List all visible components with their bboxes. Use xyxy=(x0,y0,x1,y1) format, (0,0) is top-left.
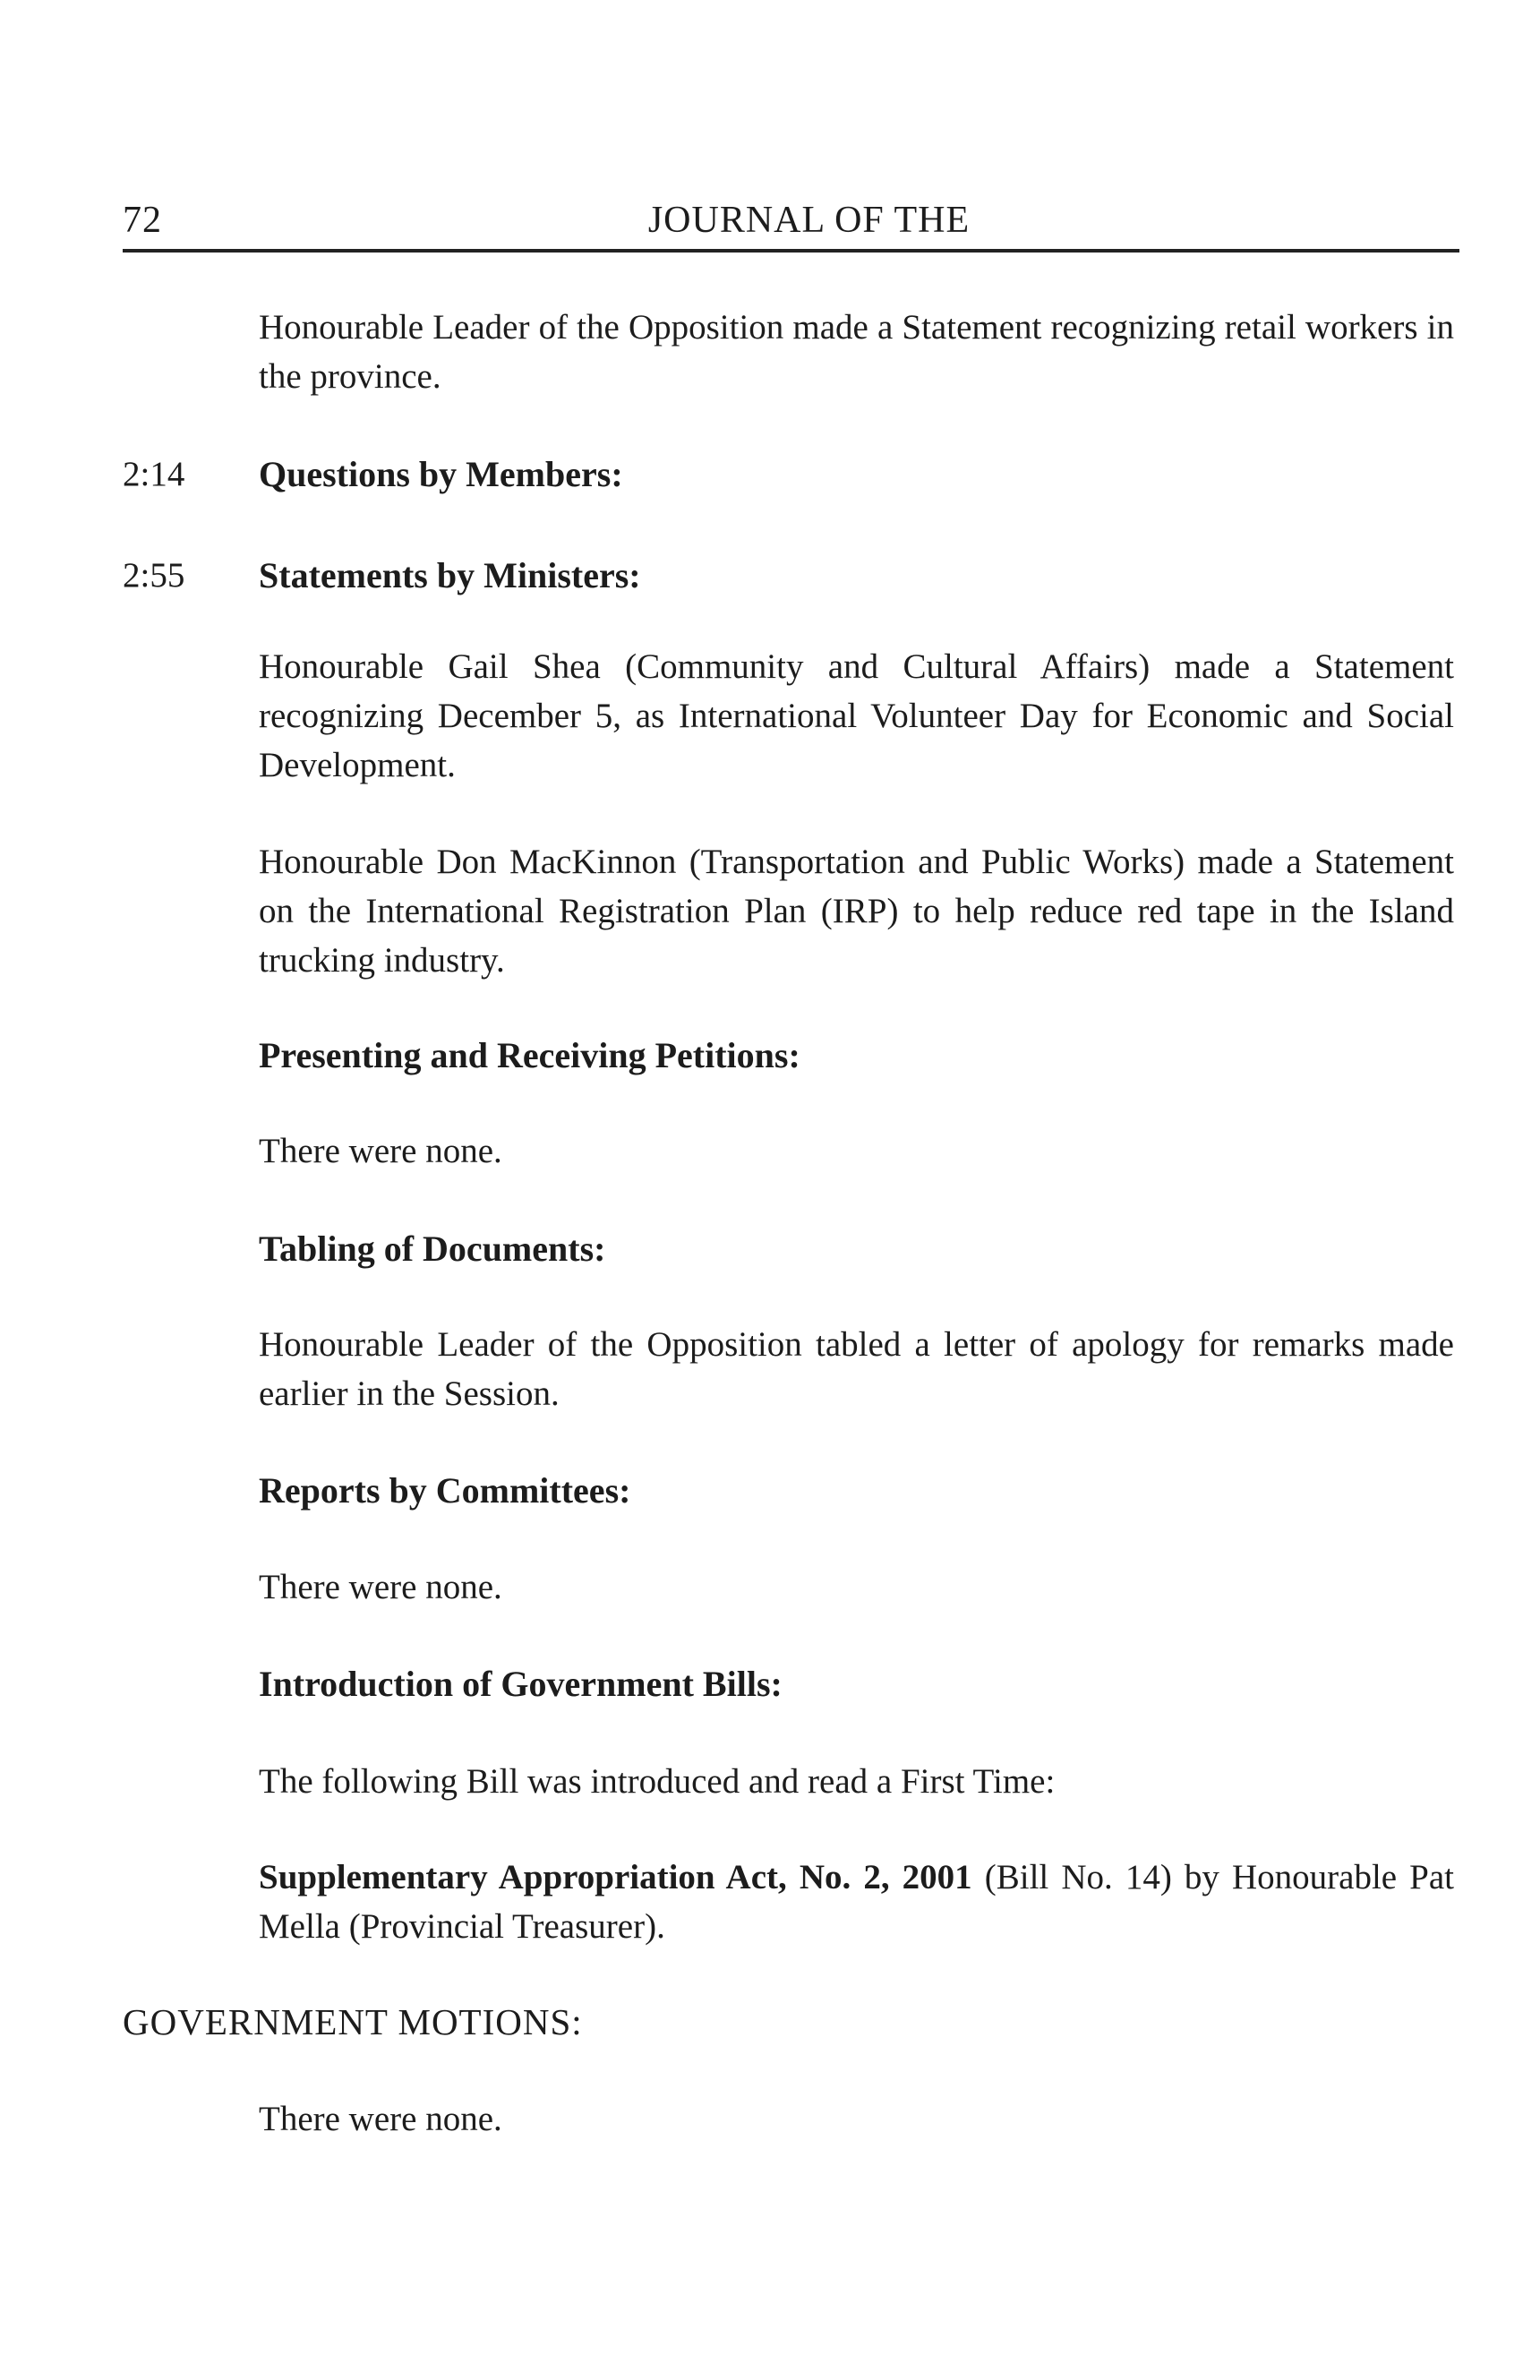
running-head: JOURNAL OF THE xyxy=(647,200,971,241)
tabling-heading: Tabling of Documents: xyxy=(259,1229,606,1269)
government-motions-text: There were none. xyxy=(259,2100,502,2138)
time-stamp: 2:55 xyxy=(123,556,185,595)
statements-heading: Statements by Ministers: xyxy=(259,555,641,595)
committees-text: There were none. xyxy=(259,1568,502,1606)
petitions-text: There were none. xyxy=(259,1132,502,1170)
time-stamp: 2:14 xyxy=(123,455,185,493)
committees-heading: Reports by Committees: xyxy=(259,1470,631,1511)
statement-paragraph: Honourable Gail Shea (Community and Cultural Affairs) made a Statement recognizing December 5, as International Volunteer Day for Economic and Social Development. xyxy=(259,647,1454,784)
tabling-text: Honourable Leader of the Opposition tabled a letter of apology for remarks made earlier in the Session. xyxy=(259,1325,1454,1413)
page-header xyxy=(123,195,1459,253)
bills-intro: The following Bill was introduced and read a First Time: xyxy=(259,1762,1056,1801)
page-number: 72 xyxy=(123,200,162,241)
statement-paragraph: Honourable Don MacKinnon (Transportation and Public Works) made a Statement on the International Registration Plan (IRP) to help reduce red tape in the Island trucking industry. xyxy=(259,843,1454,980)
government-motions-heading: GOVERNMENT MOTIONS: xyxy=(123,2001,583,2042)
petitions-heading: Presenting and Receiving Petitions: xyxy=(259,1035,800,1075)
opening-paragraph: Honourable Leader of the Opposition made a Statement recognizing retail workers in the province. xyxy=(259,308,1454,396)
bill-entry xyxy=(259,1853,1454,1951)
questions-heading: Questions by Members: xyxy=(259,454,623,494)
bills-heading: Introduction of Government Bills: xyxy=(259,1664,783,1704)
bill-details: (Bill No. 14) by Honourable Pat Mella (Provincial Treasurer). xyxy=(259,1858,1455,1946)
bill-title: Supplementary Appropriation Act, No. 2, 2001 xyxy=(259,1858,972,1896)
